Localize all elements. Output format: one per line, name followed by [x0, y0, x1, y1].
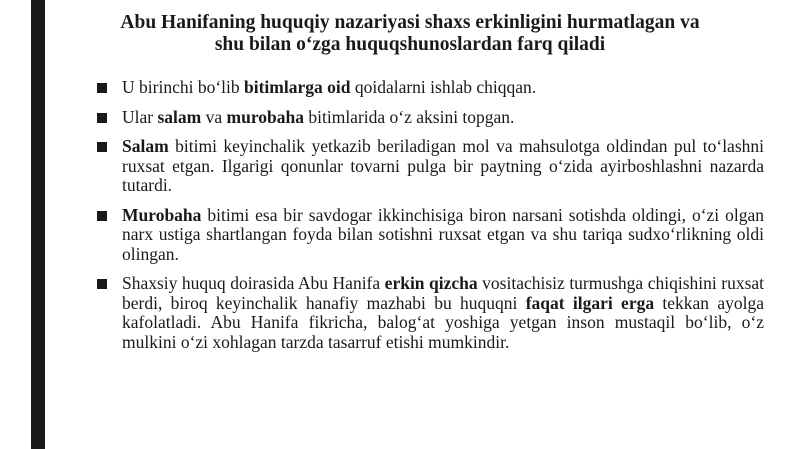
bullet-list — [96, 78, 764, 362]
bullet-item-3 — [96, 137, 764, 196]
bullet-text: Ular — [122, 106, 158, 127]
bullet-item-4 — [96, 206, 764, 265]
bullet-text: tekkan ayolga kafolatladi. Abu Hanifa fikricha, balogʻat yoshiga yetgan inson mustaqil boʻlib, oʻz mulkini oʻzi xohlagan tarzda tasarruf etishi mumkindir. — [122, 292, 765, 352]
bullet-bold-text: bitimlarga oid — [244, 77, 351, 97]
slide-accent-bar — [31, 0, 45, 449]
bullet-text: U birinchi boʻlib — [122, 77, 244, 97]
bullet-item-1 — [96, 78, 764, 98]
bullet-text: Shaxsiy huquq doirasida Abu Hanifa — [122, 273, 385, 293]
bullet-text: qoidalarni ishlab chiqqan. — [350, 77, 537, 97]
bullet-bold-text: Salam — [122, 136, 169, 156]
bullet-text: vositachisiz turmushga chiqishini ruxsat berdi, biroq keyinchalik hanafiy mazhabi bu huquqni — [122, 273, 765, 313]
bullet-bold-text: erkin qizcha — [384, 273, 478, 293]
bullet-bold-text: faqat ilgari erga — [525, 292, 655, 313]
slide-title-line-1: Abu Hanifaning huquqiy nazariyasi shaxs erkinligini hurmatlagan va — [120, 12, 700, 33]
bullet-item-5 — [96, 274, 764, 352]
bullet-text: va — [201, 106, 227, 127]
slide-title — [80, 12, 740, 56]
square-bullet-icon — [97, 279, 107, 289]
bullet-text: bitimi keyinchalik yetkazib beriladigan mol va mahsulotga oldindan pul toʻlashni ruxsat etgan. Ilgarigi qonunlar tovarni pulga bir paytning oʻzida ayirboshlashni nazarda tutardi. — [122, 136, 764, 195]
bullet-bold-text: salam — [157, 106, 202, 127]
bullet-text: bitimlarida oʻz aksini topgan. — [304, 106, 515, 127]
square-bullet-icon — [97, 113, 107, 123]
slide-title-line-2: shu bilan oʻzga huquqshunoslardan farq qiladi — [214, 34, 606, 55]
square-bullet-icon — [97, 211, 107, 221]
bullet-bold-text: murobaha — [226, 106, 304, 127]
bullet-item-2 — [96, 108, 764, 128]
bullet-text: bitimi esa bir savdogar ikkinchisiga biron narsani sotishda oldingi, oʻzi olgan narx ustiga shartlangan foyda bilan sotishni ruxsat etgan va shu tariqa sudxoʻrlikning oldi olingan. — [122, 204, 764, 264]
square-bullet-icon — [97, 83, 107, 93]
bullet-bold-text: Murobaha — [122, 204, 202, 225]
square-bullet-icon — [97, 142, 107, 152]
